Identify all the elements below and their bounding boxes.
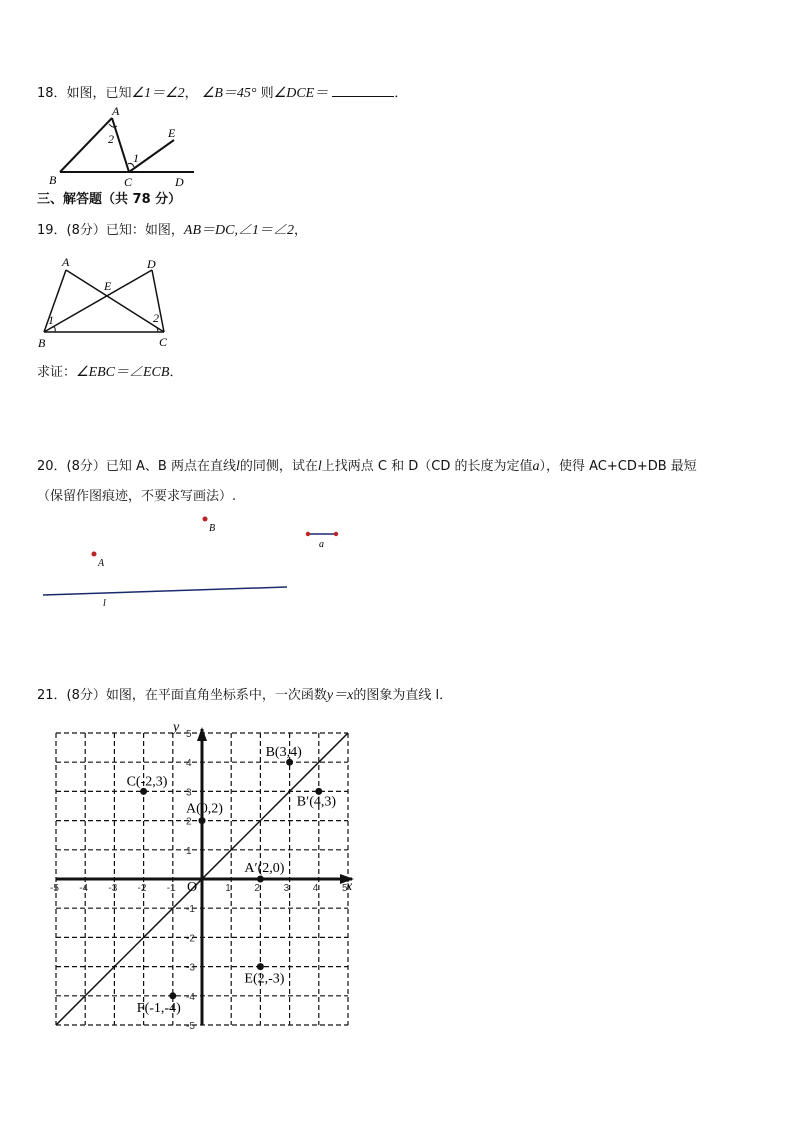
x-tick-label: 2 — [254, 883, 260, 894]
q18-label-B: B — [49, 173, 57, 187]
q20-text-a: 20．(8分）已知 A、B 两点在直线 — [37, 459, 236, 474]
q19-prove-prefix: 求证： — [37, 365, 77, 380]
q19-label-A: A — [62, 255, 70, 269]
x-tick-label: 1 — [225, 883, 231, 894]
q18-end: ． — [394, 86, 408, 101]
q20-l1: l — [235, 459, 240, 474]
x-axis-label: x — [346, 879, 353, 894]
y-tick-label: 2 — [186, 816, 192, 828]
point-marker — [257, 963, 264, 970]
q18-label-1: 1 — [133, 151, 139, 165]
q21-suffix: 的图象为直线 l． — [353, 688, 453, 703]
q20-label-A: A — [98, 558, 105, 569]
q18-label-E: E — [168, 126, 176, 140]
q19-label-E: E — [104, 279, 112, 293]
point-marker — [257, 876, 264, 883]
point-label: A′(2,0) — [244, 861, 285, 876]
x-tick-label: 5 — [342, 883, 348, 894]
q21-prefix: 21．(8分）如图，在平面直角坐标系中，一次函数 — [37, 688, 327, 703]
q19-prove-end: ． — [169, 365, 183, 380]
q20-label-a: a — [319, 539, 324, 550]
y-tick-label: 3 — [186, 787, 192, 799]
q19-label-1: 1 — [48, 313, 54, 327]
x-tick-label: 3 — [283, 883, 290, 894]
y-axis-label: y — [173, 720, 180, 735]
q18-label-D: D — [175, 175, 184, 189]
point-label: C(-2,3) — [126, 774, 168, 790]
point-label: B′(4,3) — [296, 794, 337, 810]
x-tick-label: -1 — [166, 883, 176, 894]
q20-label-l: l — [103, 598, 106, 609]
y-tick-label: 1 — [186, 845, 192, 857]
x-tick-label: -3 — [108, 883, 118, 894]
x-tick-label: 4 — [312, 883, 319, 894]
q20-text-d: ），使得 AC+CD+DB 最短 — [539, 459, 697, 474]
section-title: 三、解答题（共 78 分） — [37, 192, 182, 207]
q18-cond2: ∠B＝45° — [201, 86, 257, 101]
q18-sep: ， — [184, 86, 198, 101]
point-label: F(-1,-4) — [136, 1000, 181, 1016]
x-tick-label: -2 — [137, 883, 147, 894]
q20-a: a — [532, 459, 540, 474]
y-tick-label: 4 — [186, 758, 192, 770]
q20-label-B: B — [209, 523, 216, 534]
q18-ask: ∠DCE＝ — [273, 86, 329, 101]
y-tick-label: -2 — [186, 933, 195, 945]
point-label: E(2,-3) — [244, 971, 285, 987]
q20-line2: （保留作图痕迹，不要求写画法）. — [37, 489, 237, 504]
point-marker — [169, 992, 176, 999]
x-tick-label: -4 — [79, 883, 89, 894]
q19-prefix: 19．(8分）已知：如图， — [37, 223, 184, 238]
q19-prove-statement: ∠EBC＝∠ECB — [76, 365, 170, 380]
y-tick-label: -1 — [186, 904, 195, 916]
q18-label-2: 2 — [108, 132, 114, 146]
q19-label-2: 2 — [153, 311, 159, 325]
y-tick-label: -4 — [186, 991, 195, 1003]
q19-cond: AB＝DC,∠1＝∠2 — [183, 223, 294, 238]
q20-l2: l — [317, 459, 322, 474]
y-tick-label: 5 — [186, 729, 192, 740]
q20-text-c: 上找两点 C 和 D（CD 的长度为定值 — [321, 459, 533, 474]
q19-end: ， — [293, 223, 307, 238]
y-tick-label: -5 — [186, 1021, 195, 1032]
q18-prefix: 18．如图，已知 — [37, 86, 132, 101]
q20-text-b: 的同侧，试在 — [239, 459, 318, 474]
origin-label: O — [187, 880, 198, 895]
q18-mid: 则 — [256, 86, 274, 101]
point-label: B(3,4) — [265, 745, 302, 761]
point-marker — [199, 817, 206, 824]
q19-label-B: B — [38, 336, 46, 350]
y-tick-label: -3 — [186, 962, 195, 974]
q18-label-A: A — [112, 104, 120, 118]
q21-func: y＝x — [326, 688, 354, 703]
x-tick-label: -5 — [50, 883, 59, 894]
point-label: A(0,2) — [186, 801, 223, 817]
q19-label-C: C — [159, 335, 168, 349]
q18-cond1: ∠1＝∠2 — [131, 86, 185, 101]
y-axis-arrow-icon — [197, 727, 207, 741]
q18-label-C: C — [124, 175, 133, 189]
q19-label-D: D — [147, 257, 156, 271]
